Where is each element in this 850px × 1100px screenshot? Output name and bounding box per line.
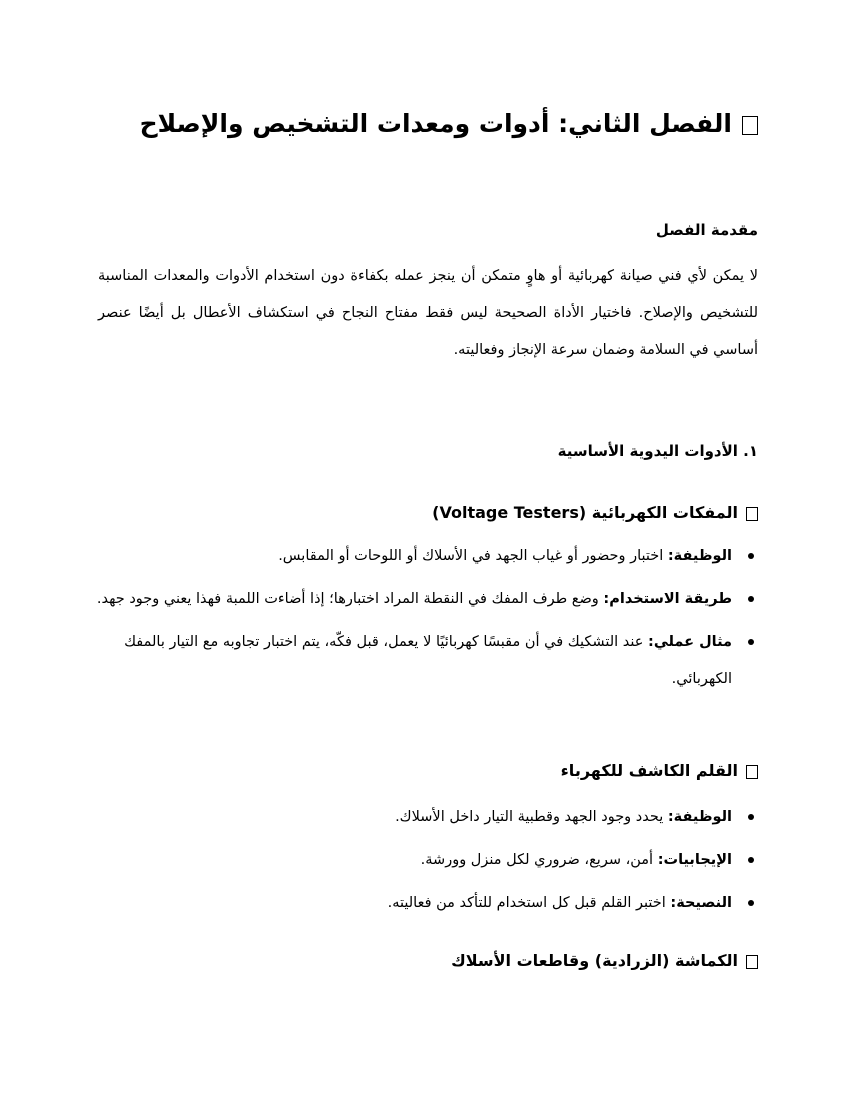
intro-heading: مقدمة الفصل [655,221,758,239]
detector-pen-list [96,799,758,922]
list-item [96,885,758,922]
subsection-title-text: المفكات الكهربائية (Voltage Testers) [432,503,738,522]
checkbox-glyph-icon [746,765,758,779]
section-heading: ١. الأدوات اليدوية الأساسية [557,442,758,460]
list-item [96,624,758,698]
item-key: الوظيفة: [667,809,732,825]
subsection-title-text: الكماشة (الزرادية) وقاطعات الأسلاك [451,951,738,970]
item-text: اختبر القلم قبل كل استخدام للتأكد من فعاليته. [387,895,671,911]
bullet-icon [748,596,754,602]
intro-paragraph: لا يمكن لأي فني صيانة كهربائية أو هاوٍ متمكن أن ينجز عمله بكفاءة دون استخدام الأدوات والمعدات المناسبة للتشخيص والإصلاح. فاختيار الأداة الصحيحة ليس فقط مفتاح النجاح في استكشاف الأعطال بل أيضًا عنصر أساسي في السلامة وضمان سرعة الإنجاز وفعاليته. [98,268,758,358]
bullet-icon [748,553,754,559]
list-item [96,581,758,618]
item-text: أمن، سريع، ضروري لكل منزل وورشة. [420,852,658,868]
item-text: عند التشكيك في أن مقبسًا كهربائيًا لا يعمل، قبل فكّه، يتم اختبار تجاوبه مع التيار بالمفك الكهربائي. [124,634,732,687]
list-item [96,842,758,879]
checkbox-glyph-icon [746,507,758,521]
bullet-icon [748,857,754,863]
bullet-icon [748,900,754,906]
item-key: طريقة الاستخدام: [603,591,732,607]
subsection-title-detector-pen [561,758,758,784]
item-text: اختبار وحضور أو غياب الجهد في الأسلاك أو اللوحات أو المقابس. [278,548,668,564]
voltage-testers-list [96,538,758,698]
list-item [96,538,758,575]
item-key: الوظيفة: [667,548,732,564]
item-text: وضع طرف المفك في النقطة المراد اختبارها؛ إذا أضاءت اللمبة فهذا يعني وجود جهد. [96,591,604,607]
bullet-icon [748,639,754,645]
item-key: مثال عملي: [648,634,732,650]
chapter-title [78,104,758,144]
chapter-title-text: الفصل الثاني: أدوات ومعدات التشخيص والإصلاح [139,109,732,138]
item-key: الإيجابيات: [657,852,732,868]
checkbox-glyph-icon [746,955,758,969]
bullet-icon [748,814,754,820]
subsection-title-pliers [451,948,758,974]
list-item [96,799,758,836]
subsection-title-text: القلم الكاشف للكهرباء [560,761,738,780]
item-key: النصيحة: [670,895,732,911]
subsection-title-voltage-testers [432,500,758,526]
checkbox-glyph-icon [742,116,758,135]
item-text: يحدد وجود الجهد وقطبية التيار داخل الأسلاك. [395,809,668,825]
